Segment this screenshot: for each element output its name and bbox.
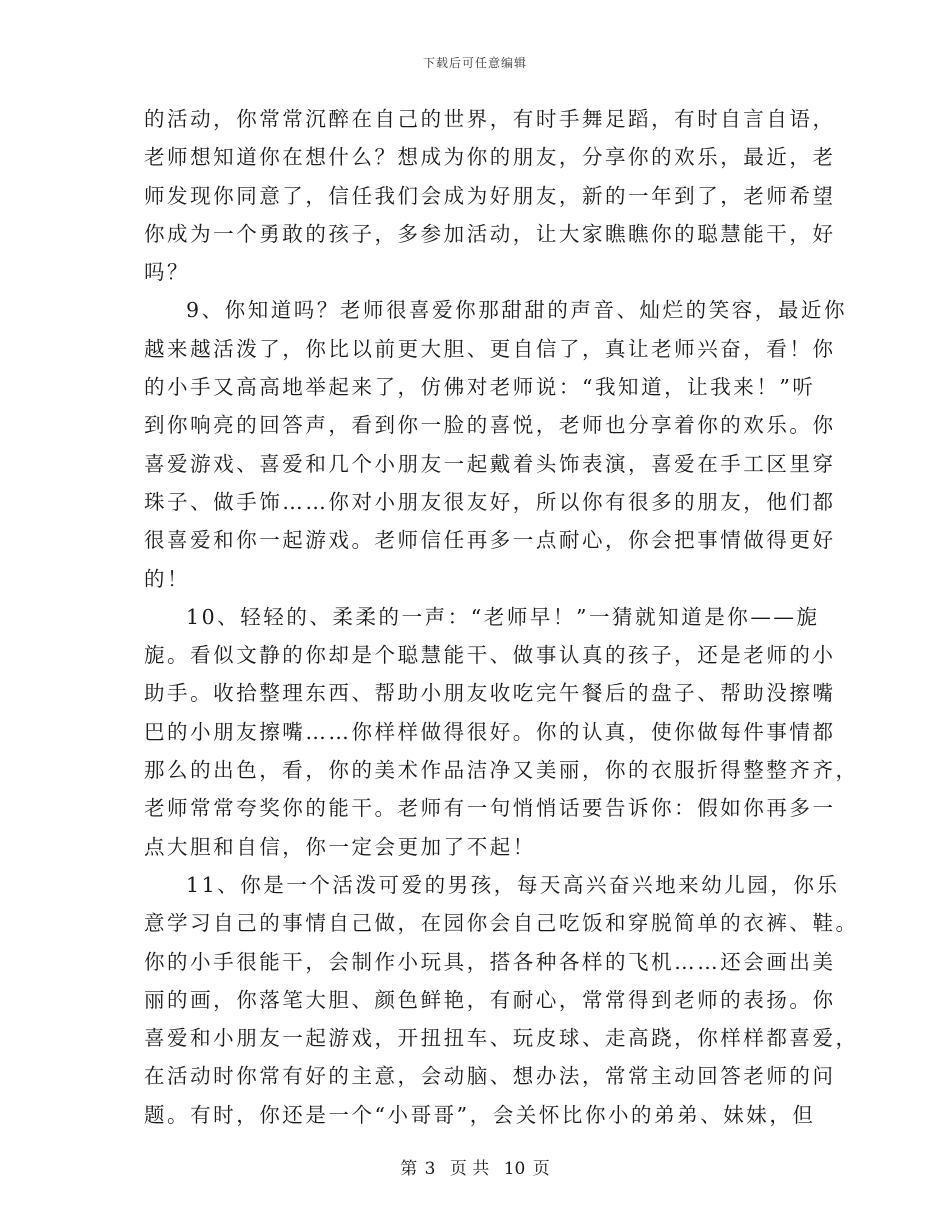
- current-page-number: 3: [424, 1159, 436, 1179]
- paragraph-line: 到你响亮的回答声，看到你一脸的喜悦，老师也分享着你的欢乐。你: [144, 413, 836, 438]
- paragraph-line: 题。有时，你还是一个“小哥哥”，会关怀比你小的弟弟、妹妹，但: [144, 1102, 816, 1127]
- paragraph-line: 那么的出色，看，你的美术作品洁净又美丽，你的衣服折得整整齐齐，: [144, 758, 859, 783]
- paragraph-line: 11、你是一个活泼可爱的男孩，每天高兴奋兴地来幼儿园，你乐: [186, 872, 840, 897]
- paragraph-line: 的小手又高高地举起来了，仿佛对老师说：“我知道，让我来！”听: [144, 375, 816, 400]
- paragraph-line: 旎。看似文静的你却是个聪慧能干、做事认真的孩子，还是老师的小: [144, 643, 836, 668]
- paragraph-line: 师发现你同意了，信任我们会成为好朋友，新的一年到了，老师希望: [144, 183, 836, 208]
- paragraph-line: 你成为一个勇敢的孩子，多参加活动，让大家瞧瞧你的聪慧能干，好: [144, 221, 836, 246]
- paragraph-line: 点大胆和自信，你一定会更加了不起！: [144, 834, 536, 859]
- paragraph-line: 很喜爱和你一起游戏。老师信任再多一点耐心，你会把事情做得更好: [144, 528, 836, 553]
- paragraph-line: 喜爱游戏、喜爱和几个小朋友一起戴着头饰表演，喜爱在手工区里穿: [144, 451, 836, 476]
- paragraph-line: 珠子、做手饰……你对小朋友很友好，所以你有很多的朋友，他们都: [144, 489, 836, 514]
- footer-middle: 页 共: [449, 1159, 490, 1179]
- paragraph: [144, 866, 859, 1134]
- paragraph-line: 助手。收拾整理东西、帮助小朋友收吃完午餐后的盘子、帮助没擦嘴: [144, 681, 836, 706]
- paragraph-line: 在活动时你常有好的主意，会动脑、想办法，常常主动回答老师的问: [144, 1064, 836, 1089]
- paragraph-line: 越来越活泼了，你比以前更大胆、更自信了，真让老师兴奋，看！你: [144, 336, 836, 361]
- paragraph: [144, 598, 859, 866]
- paragraph: [144, 291, 847, 597]
- paragraph: [144, 100, 836, 291]
- paragraph-line: 喜爱和小朋友一起游戏，开扭扭车、玩皮球、走高跷，你样样都喜爱，: [144, 1026, 859, 1051]
- page-footer: [0, 1154, 950, 1179]
- paragraph-line: 9、你知道吗？老师很喜爱你那甜甜的声音、灿烂的笑容，最近你: [186, 298, 847, 323]
- paragraph-line: 吗？: [144, 260, 191, 285]
- page-header: 下载后可任意编辑: [422, 56, 527, 70]
- paragraph-line: 意学习自己的事情自己做，在园你会自己吃饭和穿脱简单的衣裤、鞋。: [144, 911, 859, 936]
- paragraph-line: 你的小手很能干，会制作小玩具，搭各种各样的飞机……还会画出美: [144, 949, 836, 974]
- paragraph-line: 老师想知道你在想什么？想成为你的朋友，分享你的欢乐，最近，老: [144, 145, 836, 170]
- paragraph-line: 的！: [144, 566, 191, 591]
- paragraph-line: 巴的小朋友擦嘴……你样样做得很好。你的认真，使你做每件事情都: [144, 719, 836, 744]
- paragraph-line: 丽的画，你落笔大胆、颜色鲜艳，有耐心，常常得到老师的表扬。你: [144, 987, 836, 1012]
- footer-suffix: 页: [532, 1159, 550, 1179]
- document-body: [144, 100, 859, 1134]
- paragraph-line: 老师常常夸奖你的能干。老师有一句悄悄话要告诉你：假如你再多一: [144, 796, 836, 821]
- footer-prefix: 第: [400, 1159, 418, 1179]
- total-pages: 10: [503, 1159, 526, 1179]
- paragraph-line: 10、轻轻的、柔柔的一声：“老师早！”一猜就知道是你——旎: [186, 604, 820, 629]
- paragraph-line: 的活动，你常常沉醉在自己的世界，有时手舞足蹈，有时自言自语，: [144, 107, 836, 131]
